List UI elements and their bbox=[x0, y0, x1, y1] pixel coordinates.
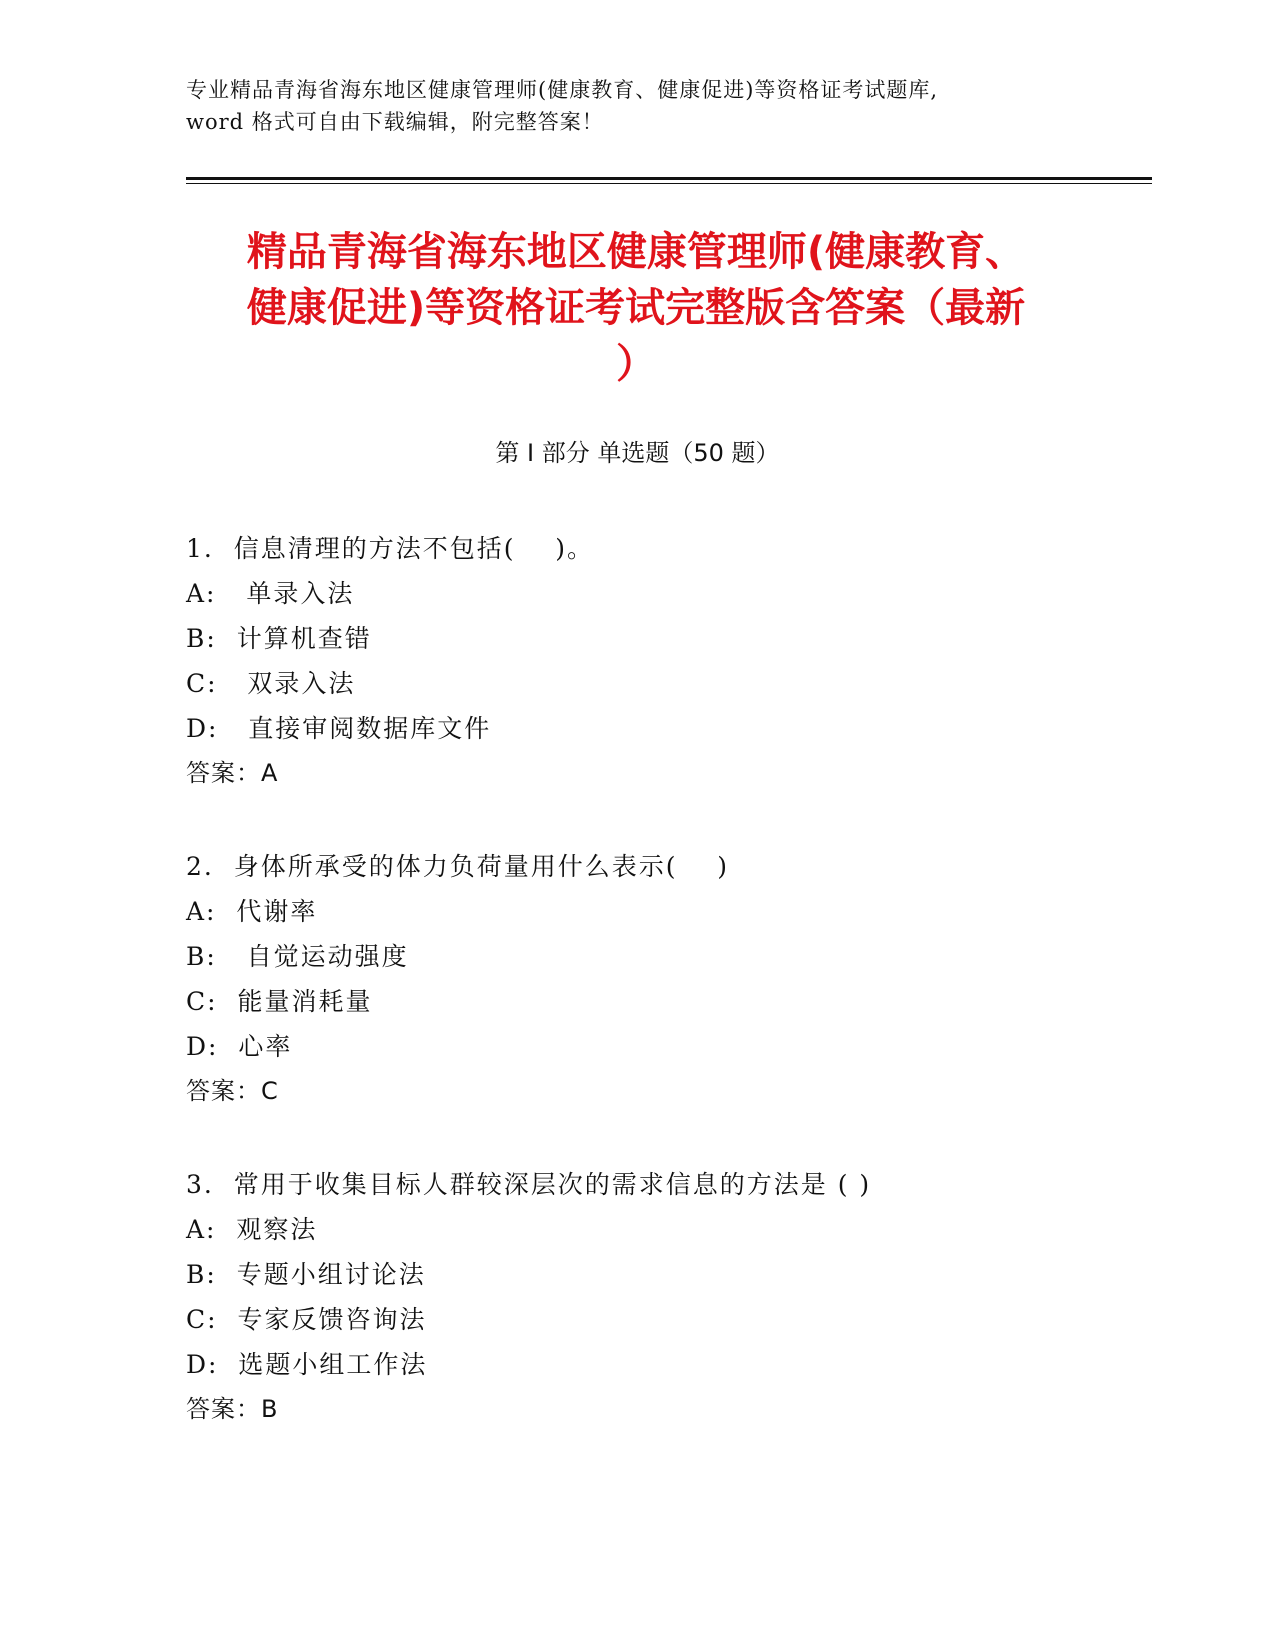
document-title-line-2: 健康促进)等资格证考试完整版含答案（最新 bbox=[246, 285, 1026, 331]
header-divider-thin bbox=[186, 183, 1152, 184]
document-title-line-3: ） bbox=[616, 341, 656, 387]
answer-key: 答案：B bbox=[186, 1395, 279, 1423]
option-c: C: 能量消耗量 bbox=[186, 987, 373, 1016]
question-stem: 3. 常用于收集目标人群较深层次的需求信息的方法是 ( ) bbox=[186, 1170, 872, 1199]
document-title-line-1: 精品青海省海东地区健康管理师(健康教育、 bbox=[246, 229, 1026, 275]
option-a: A: 观察法 bbox=[186, 1215, 318, 1244]
header-note-line-1: 专业精品青海省海东地区健康管理师(健康教育、健康促进)等资格证考试题库, bbox=[186, 78, 939, 102]
option-c: C: 双录入法 bbox=[186, 669, 356, 698]
question-1 bbox=[186, 526, 1136, 796]
question-stem: 2. 身体所承受的体力负荷量用什么表示( ) bbox=[186, 852, 730, 881]
document-title bbox=[186, 224, 1086, 392]
option-b: B: 专题小组讨论法 bbox=[186, 1260, 426, 1289]
answer-key: 答案：C bbox=[186, 1077, 279, 1105]
option-d: D: 选题小组工作法 bbox=[186, 1350, 428, 1379]
header-note bbox=[186, 74, 1086, 138]
option-b: B: 自觉运动强度 bbox=[186, 942, 409, 971]
option-d: D: 直接审阅数据库文件 bbox=[186, 714, 492, 743]
question-3 bbox=[186, 1162, 1136, 1432]
option-a: A: 单录入法 bbox=[186, 579, 355, 608]
option-a: A: 代谢率 bbox=[186, 897, 318, 926]
question-stem: 1. 信息清理的方法不包括( )。 bbox=[186, 534, 595, 563]
header-divider-thick bbox=[186, 177, 1152, 180]
option-c: C: 专家反馈咨询法 bbox=[186, 1305, 427, 1334]
section-heading: 第 I 部分 单选题（50 题） bbox=[495, 439, 780, 467]
question-2 bbox=[186, 844, 1136, 1114]
option-d: D: 心率 bbox=[186, 1032, 293, 1061]
header-note-line-2: word 格式可自由下载编辑，附完整答案！ bbox=[186, 110, 604, 134]
option-b: B: 计算机查错 bbox=[186, 624, 372, 653]
answer-key: 答案：A bbox=[186, 759, 279, 787]
